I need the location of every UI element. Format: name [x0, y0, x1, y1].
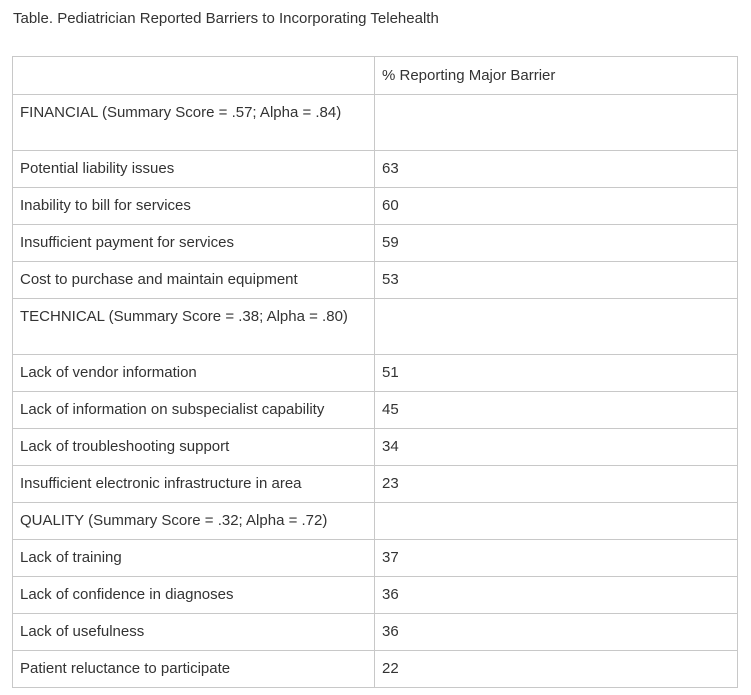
table-row — [13, 577, 738, 614]
barrier-percent: 63 — [375, 151, 738, 188]
section-row-technical — [13, 299, 738, 355]
barrier-percent: 51 — [375, 355, 738, 392]
barrier-percent: 34 — [375, 429, 738, 466]
section-label: QUALITY (Summary Score = .32; Alpha = .72) — [13, 503, 375, 540]
barrier-label: Lack of vendor information — [13, 355, 375, 392]
barrier-label: Insufficient electronic infrastructure in area — [13, 466, 375, 503]
table-row — [13, 466, 738, 503]
table-row — [13, 188, 738, 225]
table-row — [13, 651, 738, 688]
section-row-financial — [13, 95, 738, 151]
barrier-percent: 53 — [375, 262, 738, 299]
section-label: TECHNICAL (Summary Score = .38; Alpha = .80) — [13, 299, 375, 355]
table-row — [13, 151, 738, 188]
table-row — [13, 225, 738, 262]
barrier-percent: 37 — [375, 540, 738, 577]
section-value — [375, 503, 738, 540]
barrier-label: Insufficient payment for services — [13, 225, 375, 262]
table-row — [13, 262, 738, 299]
barrier-label: Lack of troubleshooting support — [13, 429, 375, 466]
section-value — [375, 95, 738, 151]
barrier-percent: 36 — [375, 614, 738, 651]
barrier-label: Lack of confidence in diagnoses — [13, 577, 375, 614]
barrier-label: Lack of information on subspecialist capability — [13, 392, 375, 429]
barrier-label: Lack of usefulness — [13, 614, 375, 651]
section-label: FINANCIAL (Summary Score = .57; Alpha = .84) — [13, 95, 375, 151]
barrier-label: Cost to purchase and maintain equipment — [13, 262, 375, 299]
barriers-table — [12, 56, 738, 688]
barrier-label: Lack of training — [13, 540, 375, 577]
section-value — [375, 299, 738, 355]
barrier-percent: 59 — [375, 225, 738, 262]
barrier-percent: 22 — [375, 651, 738, 688]
header-barrier — [13, 57, 375, 95]
barrier-percent: 36 — [375, 577, 738, 614]
table-row — [13, 540, 738, 577]
barrier-label: Potential liability issues — [13, 151, 375, 188]
table-header-row — [13, 57, 738, 95]
table-row — [13, 392, 738, 429]
table-row — [13, 429, 738, 466]
barrier-label: Inability to bill for services — [13, 188, 375, 225]
table-caption: Table. Pediatrician Reported Barriers to Incorporating Telehealth — [13, 10, 439, 27]
table-row — [13, 614, 738, 651]
barrier-label: Patient reluctance to participate — [13, 651, 375, 688]
section-row-quality — [13, 503, 738, 540]
barrier-percent: 45 — [375, 392, 738, 429]
barrier-percent: 60 — [375, 188, 738, 225]
header-percent-major-barrier: % Reporting Major Barrier — [375, 57, 738, 95]
barrier-percent: 23 — [375, 466, 738, 503]
table-row — [13, 355, 738, 392]
